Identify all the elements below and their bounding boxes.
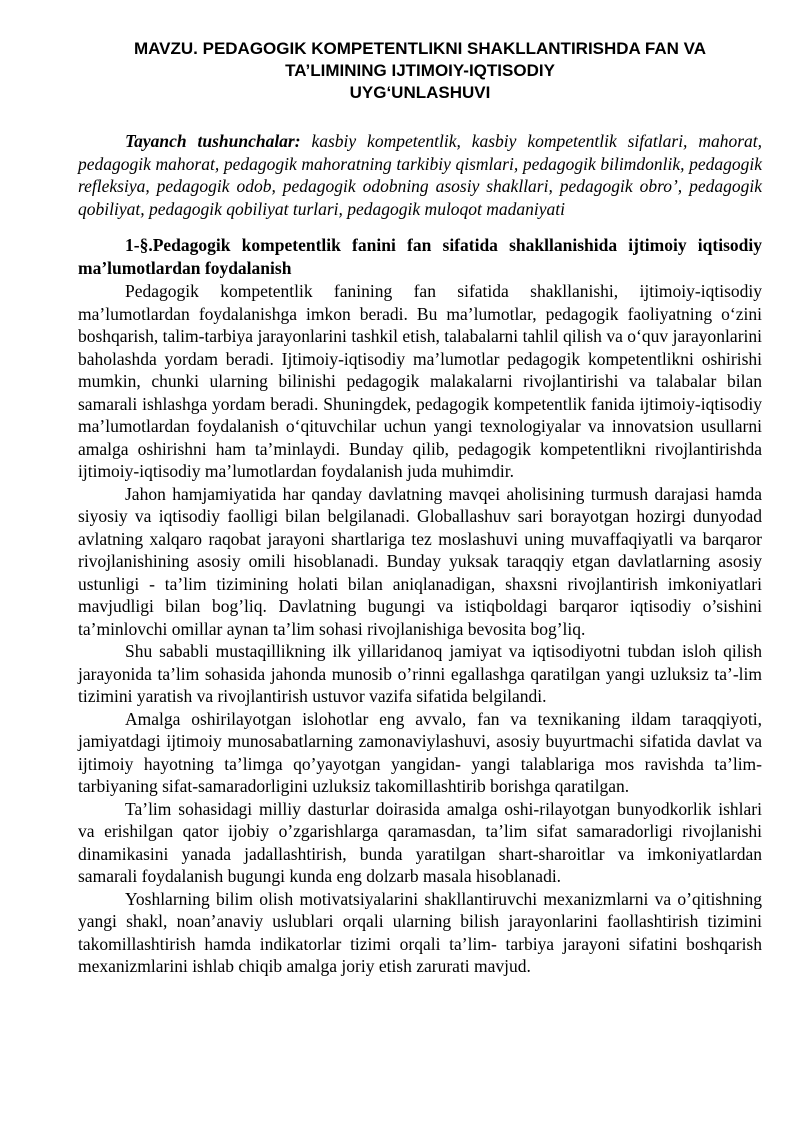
section-heading: 1-§.Pedagogik kompetentlik fanini fan sifatida shakllanishida ijtimoiy iqtisodiy ma’lumotlardan foydalanish — [78, 235, 762, 278]
title-line: UYG‘UNLASHUVI — [349, 83, 491, 102]
body-paragraph: Shu sababli mustaqillikning ilk yillaridanoq jamiyat va iqtisodiyotni tubdan isloh qilish jarayonida ta’lim sohasida jahonda munosib o’rinni egallashga qaratilgan yangi uzluksiz ta’-lim tizimini yaratish va rivojlantirish ustuvor vazifa sifatida belgilandi. — [78, 641, 762, 706]
title-line: MAVZU. PEDAGOGIK KOMPETENTLIKNI SHAKLLANTIRISHDA FAN VA — [133, 39, 706, 58]
body-paragraph: Ta’lim sohasidagi milliy dasturlar doirasida amalga oshi-rilayotgan bunyodkorlik ishlari va erishilgan qator ijobiy o’zgarishlarga qaramasdan, ta’lim sifat samaradorligi rivojlanishi dinamikasini yanada jadallashtirish, bunda yaratilgan shart-sharoitlar va imkoniyatlardan samarali foydalanish bugungi kunda eng dolzarb masala hisoblanadi. — [78, 798, 762, 886]
keywords-paragraph — [78, 130, 762, 220]
body-paragraph: Yoshlarning bilim olish motivatsiyalarini shakllantiruvchi mexanizmlarni va o’qitishning yangi shakl, noan’anaviy uslublari orqali ularning bilish jarayonlarini faollashtirish tizimini takomillashtirish hamda indikatorlar tizimi orqali ta’lim- tarbiya jarayoni sifatini boshqarish mexanizmlarini ishlab chiqib amalga joriy etish zarurati mavjud. — [78, 888, 762, 976]
document-page — [78, 38, 762, 978]
body-paragraph: Amalga oshirilayotgan islohotlar eng avvalo, fan va texnikaning ildam taraqqiyoti, jamiyatdagi ijtimoiy munosabatlarning zamonaviylashuvi, asosiy buyurtmachi sifatida davlat va ijtimoiy hayotning ta’limga qo’yayotgan yangidan- yangi talablariga mos ravishda ta’lim-tarbiyaning sifat-samaradorligini uzluksiz takomillashtirib borishga qaratilgan. — [78, 708, 762, 796]
title-line: TA’LIMINING IJTIMOIY-IQTISODIY — [285, 61, 555, 80]
body-paragraph: Jahon hamjamiyatida har qanday davlatning mavqei aholisining turmush darajasi hamda siyosiy va iqtisodiy faolligi bilan belgilanadi. Globallashuv sari borayotgan hozirgi dunyodad avlatning xalqaro raqobat jarayoni shartlariga tez moslashuvi uning muvaffaqiyatli va barqaror rivojlanishining asosiy omili hisoblanadi. Bunday yuksak taraqqiy etgan davlatlarning asosiy ustunligi - ta’lim tizimining holati bilan aniqlanadigan, shaxsni rivojlantirish imkoniyatlari mavjudligi bilan bog’liq. Davlatning bugungi va istiqboldagi barqaror iqtisodiy o’sishini ta’minlovchi omillar aynan ta’lim sohasi rivojlanishiga bevosita bog’liq. — [78, 483, 762, 639]
keywords-text: kasbiy kompetentlik, kasbiy kompetentlik sifatlari, mahorat, pedagogik mahorat, pedagogik mahoratning tarkibiy qismlari, pedagogik bilimdonlik, pedagogik refleksiya, pedagogik odob, pedagogik odobning asosiy shakllari, pedagogik obro’, pedagogik qobiliyat, pedagogik qobiliyat turlari, pedagogik muloqot madaniyati — [78, 131, 762, 219]
document-title — [78, 38, 762, 104]
body-paragraph: Pedagogik kompetentlik fanining fan sifatida shakllanishi, ijtimoiy-iqtisodiy ma’lumotlardan foydalanishga imkon beradi. Bu ma’lumotlar, pedagogik faoliyatning o‘zini boshqarish, talim-tarbiya jarayonlarini tashkil etish, talabalarni tahlil qilish va o‘quv jarayonlarini baholashda yordam beradi. Ijtimoiy-iqtisodiy ma’lumotlar pedagogik kompetentlikni oshirishi mumkin, chunki ularning bilinishi pedagogik malakalarni rivojlantirishi va talabalar bilan samarali ishlashga yordam beradi. Shuningdek, pedagogik kompetentlik fanida ijtimoiy-iqtisodiy ma’lumotlardan foydalanish o‘qituvchilar uchun yangi texnologiyalar va innovatsion usullarni amalga oshirishni ham ta’minlaydi. Bunday qilib, pedagogik kompetentlikni rivojlantirishda ijtimoiy-iqtisodiy ma’lumotlardan foydalanish juda muhimdir. — [78, 281, 762, 481]
keywords-label: Tayanch tushunchalar: — [125, 131, 301, 151]
